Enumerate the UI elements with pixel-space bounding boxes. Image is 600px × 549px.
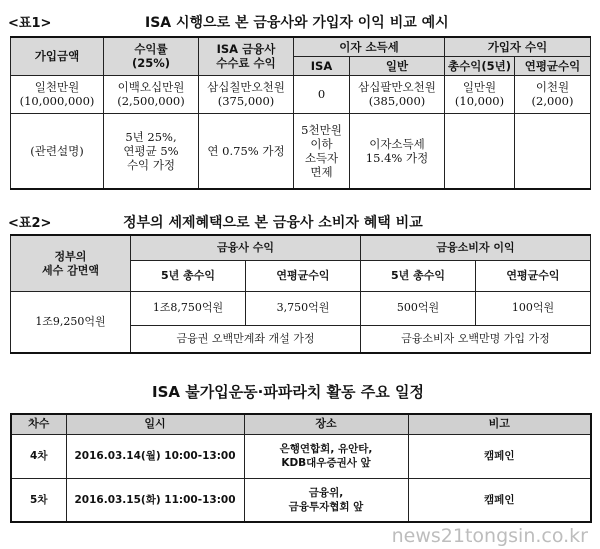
cell-cons-avg: 100억원 bbox=[476, 292, 591, 325]
header-datetime: 일시 bbox=[66, 414, 244, 434]
header-consumer-benefit: 금융소비자 이익 bbox=[361, 235, 591, 261]
cell-amount: 일천만원 (10,000,000) bbox=[19, 80, 95, 108]
header-fin-total: 5년 총수익 bbox=[131, 261, 246, 292]
cell-place: 은행연합회, 유안타, KDB대우증권사 앞 bbox=[279, 443, 373, 469]
header-tax-general: 일반 bbox=[350, 56, 445, 75]
cell-cons-total: 500억원 bbox=[361, 292, 476, 325]
cell-tax-isa: 0 bbox=[317, 87, 326, 101]
cell-fin-avg: 3,750억원 bbox=[246, 292, 361, 325]
header-financial-profit: 금융사 수익 bbox=[131, 235, 361, 261]
cell-note: 캠페인 bbox=[408, 478, 591, 522]
header-place: 장소 bbox=[244, 414, 408, 434]
header-cons-avg: 연평균수익 bbox=[476, 261, 591, 292]
cell-tax-isa-note: 5천만원 이하 소득자 면제 bbox=[301, 122, 342, 179]
header-tax-reduction: 정부의 세수 감면액 bbox=[11, 235, 131, 292]
cell-return-note: 5년 25%, 연평균 5% 수익 가정 bbox=[123, 129, 179, 172]
header-interest-tax: 이자 소득세 bbox=[294, 37, 445, 56]
cell-cons-note: 금융소비자 오백만명 가입 가정 bbox=[361, 325, 591, 353]
cell-place: 금융위, 금융투자협회 앞 bbox=[288, 486, 364, 513]
cell-round: 5차 bbox=[11, 478, 66, 522]
header-annual-profit: 연평균수익 bbox=[515, 56, 591, 75]
header-subscriber-profit: 가입자 수익 bbox=[445, 37, 591, 56]
cell-round: 4차 bbox=[11, 434, 66, 478]
cell-total-profit: 일만원 (10,000) bbox=[454, 80, 505, 108]
header-subscription-amount: 가입금액 bbox=[11, 37, 104, 75]
cell-datetime: 2016.03.15(화) 11:00-13:00 bbox=[66, 478, 244, 522]
table2-title: 정부의 세제혜택으로 본 금융사 소비자 혜택 비교 bbox=[123, 215, 423, 231]
header-note: 비고 bbox=[408, 414, 591, 434]
header-return-rate: 수익률 (25%) bbox=[104, 37, 199, 75]
table-row bbox=[11, 113, 591, 189]
tax-benefit-table bbox=[10, 234, 591, 354]
table-row bbox=[11, 75, 591, 113]
schedule-table bbox=[10, 413, 592, 523]
table-row bbox=[11, 478, 591, 522]
profit-comparison-table bbox=[10, 36, 591, 190]
cell-annual-profit: 이천원 (2,000) bbox=[531, 80, 574, 108]
cell-note: 캠페인 bbox=[408, 434, 591, 478]
cell-datetime: 2016.03.14(월) 10:00-13:00 bbox=[66, 434, 244, 478]
header-cons-total: 5년 총수익 bbox=[361, 261, 476, 292]
table3-title: ISA 불가입운동·파파라치 활동 주요 일정 bbox=[152, 383, 424, 401]
header-round: 차수 bbox=[11, 414, 66, 434]
cell-reduction: 1조9,250억원 bbox=[11, 292, 131, 353]
cell-tax-general: 삼십팔만오천원 (385,000) bbox=[358, 80, 436, 108]
header-fee-income: ISA 금융사 수수료 수익 bbox=[199, 37, 294, 75]
header-tax-isa: ISA bbox=[294, 56, 350, 75]
header-fin-avg: 연평균수익 bbox=[246, 261, 361, 292]
cell-fee-note: 연 0.75% 가정 bbox=[207, 143, 285, 158]
table-row bbox=[11, 292, 591, 325]
cell-fin-total: 1조8,750억원 bbox=[131, 292, 246, 325]
cell-tax-general-note: 이자소득세 15.4% 가정 bbox=[365, 136, 429, 165]
header-total-profit: 총수익(5년) bbox=[445, 56, 515, 75]
table-row bbox=[11, 434, 591, 478]
cell-return: 이백오십만원 (2,500,000) bbox=[117, 80, 185, 108]
table1-title: ISA 시행으로 본 금융사와 가입자 이익 비교 예시 bbox=[145, 15, 449, 31]
cell-fin-note: 금융권 오백만계좌 개설 가정 bbox=[131, 325, 361, 353]
table1-caption: <표1> bbox=[8, 16, 52, 31]
cell-description-label: (관련설명) bbox=[30, 143, 84, 158]
watermark: news21tongsin.co.kr bbox=[391, 525, 588, 547]
cell-fee: 삼십칠만오천원 (375,000) bbox=[207, 80, 285, 108]
table2-caption: <표2> bbox=[8, 216, 52, 231]
